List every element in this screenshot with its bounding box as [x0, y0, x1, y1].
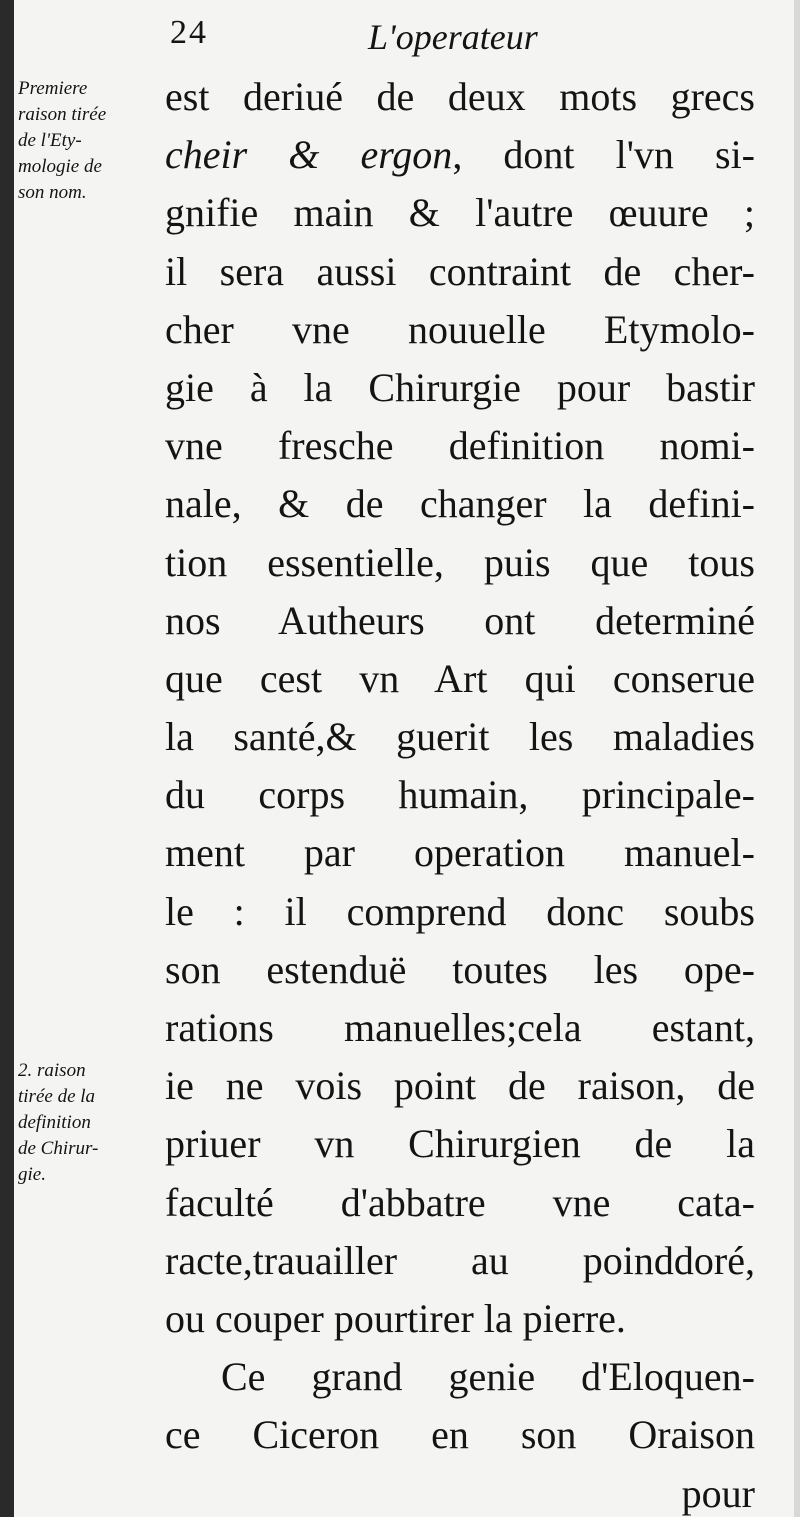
text-line: son estenduë toutes les ope- [165, 946, 755, 992]
text-line: ie ne vois point de raison, de [165, 1063, 755, 1109]
margin-note-line: definition [18, 1112, 91, 1133]
margin-note-line: mologie de [18, 156, 102, 177]
binding-shadow [0, 0, 14, 1517]
text-line: le : il comprend donc soubs [165, 888, 755, 934]
text-line: que cest vn Art qui conserue [165, 655, 755, 701]
margin-note-line: raison tirée [18, 104, 107, 125]
text-line: vne fresche definition nomi- [165, 423, 755, 469]
text-line: la santé,& guerit les maladies [165, 714, 755, 760]
margin-note-line: gie. [18, 1164, 46, 1185]
text-line: tion essentielle, puis que tous [165, 539, 755, 585]
page-edge [794, 0, 800, 1517]
page-number: 24 [170, 14, 208, 51]
text-line: gie à la Chirurgie pour bastir [165, 364, 755, 410]
text-line: ce Ciceron en son Oraison [165, 1412, 755, 1458]
margin-note-line: tirée de la [18, 1086, 96, 1107]
margin-note-line: de Chirur- [18, 1138, 99, 1159]
text-line: faculté d'abbatre vne cata- [165, 1179, 755, 1225]
text-line: ou couper pourtirer la pierre. [165, 1295, 626, 1341]
text-line: du corps humain, principale- [165, 772, 755, 818]
running-title: L'operateur [368, 17, 538, 57]
text-line: priuer vn Chirurgien de la [165, 1121, 755, 1167]
text-line: nos Autheurs ont determiné [165, 597, 755, 643]
page-header [0, 14, 800, 64]
margin-note-first-reason [18, 76, 166, 206]
margin-note-second-reason [18, 1058, 166, 1188]
catchword: pour [681, 1470, 755, 1516]
margin-note-line: 2. raison [18, 1060, 86, 1081]
text-line: ment par operation manuel- [165, 830, 755, 876]
margin-note-line: Premiere [18, 78, 88, 99]
body-text [165, 68, 755, 1517]
text-line: il sera aussi contraint de cher- [165, 248, 755, 294]
margin-note-line: de l'Ety- [18, 130, 82, 151]
text-line: est deriué de deux mots grecs [165, 74, 755, 119]
paragraph-start-line: Ce grand genie d'Eloquen- [221, 1354, 755, 1400]
text-line: nale, & de changer la defini- [165, 481, 755, 527]
text-line-with-italic [165, 126, 755, 184]
text-line: rations manuelles;cela estant, [165, 1005, 755, 1050]
greek-words-italic: cheir & ergon [165, 132, 453, 178]
text-line: cher vne nouuelle Etymolo- [165, 306, 755, 352]
margin-note-line: son nom. [18, 182, 87, 203]
text-line: racte,trauailler au poinddoré, [165, 1237, 755, 1283]
text-line: gnifie main & l'autre œuure ; [165, 190, 755, 236]
text-line-rest: , dont l'vn si- [452, 132, 755, 178]
